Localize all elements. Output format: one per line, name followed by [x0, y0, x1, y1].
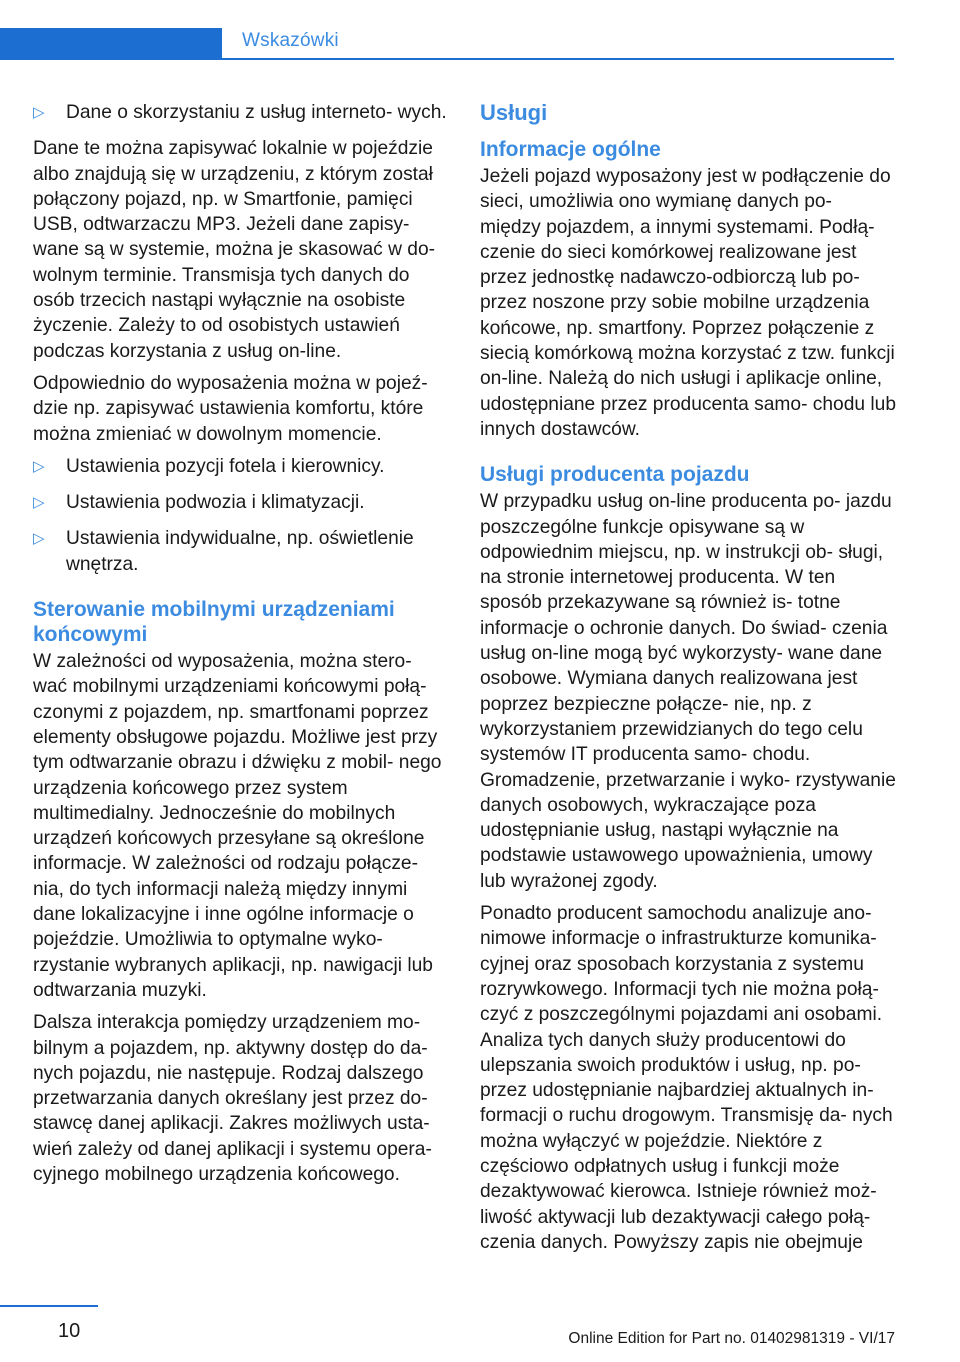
left-column	[33, 100, 448, 1194]
triangle-bullet-icon: ▷	[33, 457, 45, 475]
list-item-text: Dane o skorzystaniu z usług interneto‐ wych.	[66, 102, 447, 123]
list-item-text: Ustawienia indywidualne, np. oświetlenie wnętrza.	[66, 528, 414, 575]
triangle-bullet-icon: ▷	[33, 494, 45, 512]
list-item-text: Ustawienia podwozia i klimatyzacji.	[66, 492, 365, 514]
footer-rule	[0, 1305, 98, 1307]
list-item-text: Ustawienia pozycji fotela i kierownicy.	[66, 455, 385, 477]
paragraph: Ponadto producent samochodu analizuje ano‐ nimowe informacje o infrastrukturze komunika‐ cyjnej oraz sposobach korzystania z systemu rozrywkowego. Informacji tych nie można połą‐ czyć z poszczególnymi pojazdami ani osobami. Analiza tych danych służy producentowi do ulepszania swoich produktów i usług, np. po‐ przez udostępnianie najbardziej aktualnych in‐ formacji o ruchu drogowym. Transmisję da‐ nych można wyłączyć w pojeździe. Niektóre z częściowo odpłatnych usług i funkcji może dezaktywować kierowca. Istnieje również moż‐ liwość aktywacji lub dezaktywacji całego połą‐ czenia danych. Powyższy zapis nie obejmuje	[480, 903, 893, 1253]
section-heading: Usługi producenta pojazdu	[480, 463, 750, 487]
header-rule	[222, 58, 894, 60]
page-number: 10	[58, 1320, 81, 1342]
chapter-heading: Usługi	[480, 100, 548, 125]
section-heading: Informacje ogólne	[480, 138, 661, 161]
list-item	[33, 490, 448, 515]
paragraph: Jeżeli pojazd wyposażony jest w podłączenie do sieci, umożliwia ono wymianę danych po‐ między pojazdem, a innymi systemami. Podłą‐ czenie do sieci komórkowej realizowane jest przez jednostkę nadawczo-odbiorczą lub po‐ przez noszone przy sobie mobilne urządzenia końcowe, np. smartfony. Poprzez połączenie z siecią komórkową można korzystać z tzw. funkcji on-line. Należą do nich usługi i aplikacje online, udostępniane przez producenta samo‐ chodu lub innych dostawców.	[480, 166, 897, 440]
edition-footer: Online Edition for Part no. 01402981319 - VI/17	[568, 1330, 895, 1347]
section-heading: Sterowanie mobilnymi urządzeniami końcowymi	[33, 598, 395, 647]
paragraph: Odpowiednio do wyposażenia można w pojeź‐ dzie np. zapisywać ustawienia komfortu, które można zmieniać w dowolnym momencie.	[33, 372, 428, 445]
paragraph: W przypadku usług on-line producenta po‐ jazdu poszczególne funkcje opisywane są w odpowiednim miejscu, np. w instrukcji ob‐ sługi, na stronie internetowej producenta. W ten sposób przekazywane są również is‐ totne informacje o ochronie danych. Do świad‐ czenia usług on-line mogą być wykorzysty‐ wane dane osobowe. Wymiana danych realizowana jest poprzez bezpieczne połącze‐ nie, np. z wykorzystaniem przewidzianych do tego celu systemów IT producenta samo‐ chodu. Gromadzenie, przetwarzanie i wyko‐ rzystywanie danych osobowych, wykraczające poza udostępnianie usług, nastąpi wyłącznie na podstawie ustawowego upoważnienia, umowy lub wyrażonej zgody.	[480, 491, 896, 892]
right-column	[480, 100, 898, 1262]
settings-list	[33, 454, 448, 577]
paragraph: Dalsza interakcja pomiędzy urządzeniem mo‐ bilnym a pojazdem, np. aktywny dostęp do da‐ nych pojazdu, nie następuje. Rodzaj dalszego przetwarzania danych określany jest przez do‐ stawcę danej aplikacji. Zakres możliwych usta‐ wień zależy od danej aplikacji i systemu opera‐ cyjnego mobilnego urządzenia końcowego.	[33, 1012, 432, 1185]
triangle-bullet-icon: ▷	[33, 530, 45, 548]
data-types-list	[33, 100, 448, 125]
page-header-title: Wskazówki	[242, 30, 339, 51]
list-item	[33, 454, 448, 479]
header-accent-bar	[0, 28, 222, 60]
paragraph: W zależności od wyposażenia, można stero‐ wać mobilnymi urządzeniami końcowymi połą‐ czonymi z pojazdem, np. smartfonami poprzez elementy obsługowe pojazdu. Możliwe jest przy tym odtwarzanie obrazu i dźwięku z mobil‐ nego urządzenia końcowego przez system multimedialny. Jednocześnie do mobilnych urządzeń końcowych przesyłane są określone informacje. W zależności od rodzaju połącze‐ nia, do tych informacji należą między innymi dane lokalizacyjne i inne ogólne informacje o pojeździe. Umożliwia to optymalne wyko‐ rzystanie wybranych aplikacji, np. nawigacji lub odtwarzania muzyki.	[33, 651, 442, 1001]
list-item	[33, 526, 448, 577]
paragraph: Dane te można zapisywać lokalnie w pojeździe albo znajdują się w urządzeniu, z którym został połączony pojazd, np. w Smartfonie, pamięci USB, odtwarzaczu MP3. Jeżeli dane zapisy‐ wane są w systemie, można je skasować w do‐ wolnym terminie. Transmisja tych danych do osób trzecich nastąpi wyłącznie na osobiste życzenie. Zależy to od osobistych ustawień podczas korzystania z usług on-line.	[33, 138, 436, 362]
list-item	[33, 100, 448, 125]
triangle-bullet-icon: ▷	[33, 104, 45, 121]
